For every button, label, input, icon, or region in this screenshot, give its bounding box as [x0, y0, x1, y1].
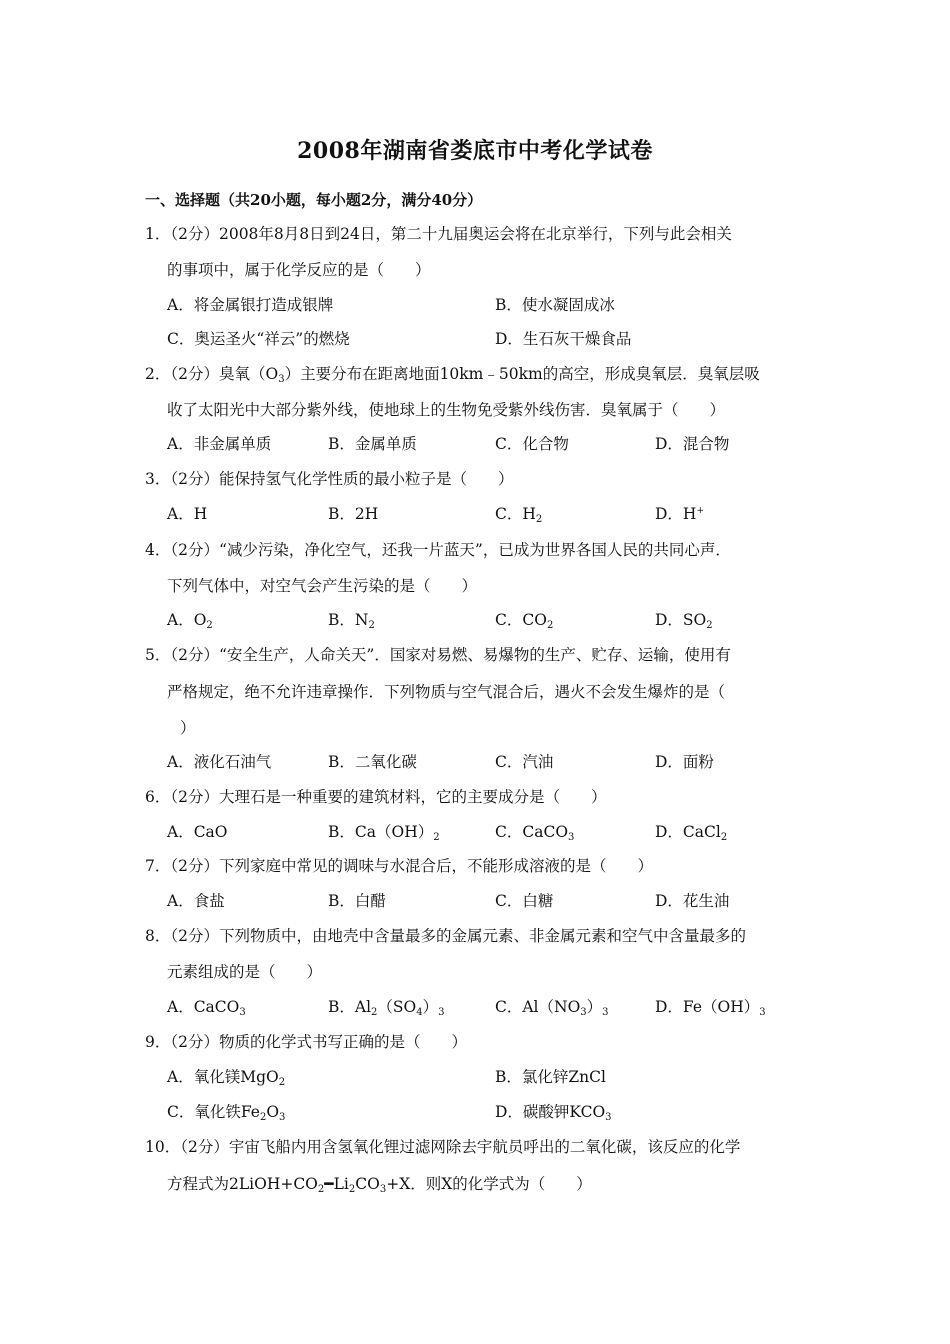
- question-5-option-a: A．液化石油气: [167, 753, 272, 771]
- question-8-option-b: B．$Al_2(SO_4)_3$: [328, 998, 445, 1018]
- question-6-option-b: B．$Ca(OH)_2$: [328, 823, 440, 843]
- section-heading: 一、选择题（共20小题，每小题2分，满分40分）: [145, 191, 483, 209]
- question-7-option-a: A．食盐: [167, 892, 225, 910]
- question-5-text-cont: 严格规定，绝不允许违章操作．下列物质与空气混合后，遇火不会发生爆炸的是（: [167, 683, 726, 701]
- question-9-option-d: D．碳酸钾$KCO_3$: [495, 1103, 612, 1123]
- question-9-option-b: B．氯化锌ZnCl: [495, 1068, 606, 1086]
- question-1-text: 1．（2分）2008年8月8日到24日，第二十九届奥运会将在北京举行，下列与此会相关: [145, 225, 732, 243]
- question-3-option-d: D．H+: [655, 505, 704, 523]
- question-7-option-b: B．白醋: [328, 892, 386, 910]
- question-4-text: 4．（2分）“减少污染，净化空气，还我一片蓝天”，已成为世界各国人民的共同心声．: [145, 541, 731, 559]
- question-6-option-d: D．CaCl$_2$: [655, 823, 728, 843]
- question-8-option-d: D．$Fe(OH)_3$: [655, 998, 766, 1018]
- question-3-option-a: A．H: [167, 505, 208, 523]
- question-7-option-d: D．花生油: [655, 892, 730, 910]
- question-3-text: 3．（2分）能保持氢气化学性质的最小粒子是（ ）: [145, 470, 514, 488]
- question-3-option-c: C．$H_2$: [495, 505, 543, 525]
- question-4-text-cont: 下列气体中，对空气会产生污染的是（ ）: [167, 577, 478, 595]
- question-2-option-b: B．金属单质: [328, 435, 417, 453]
- question-2-text-cont: 收了太阳光中大部分紫外线，使地球上的生物免受紫外线伤害．臭氧属于（ ）: [167, 401, 726, 419]
- question-1-text-cont: 的事项中，属于化学反应的是（ ）: [167, 261, 431, 279]
- question-8-text-cont: 元素组成的是（ ）: [167, 963, 323, 981]
- question-1-option-a: A．将金属银打造成银牌: [167, 296, 334, 314]
- question-9-option-c: C．氧化铁$Fe_2O_3$: [167, 1103, 286, 1123]
- question-4-option-d: D．$SO_2$: [655, 611, 713, 631]
- question-5-option-b: B．二氧化碳: [328, 753, 417, 771]
- question-9-option-a: A．氧化镁MgO$_2$: [167, 1068, 286, 1088]
- question-6-option-c: C．CaCO$_3$: [495, 823, 575, 843]
- question-8-text: 8．（2分）下列物质中，由地壳中含量最多的金属元素、非金属元素和空气中含量最多的: [145, 927, 746, 945]
- question-10-text-cont: 方程式为$2LiOH+CO_2━Li_2CO_3+X$．则X的化学式为（ ）: [167, 1175, 592, 1195]
- question-7-text: 7．（2分）下列家庭中常见的调味与水混合后，不能形成溶液的是（ ）: [145, 857, 653, 875]
- question-4-option-b: B．$N_2$: [328, 611, 375, 631]
- question-7-option-c: C．白糖: [495, 892, 554, 910]
- question-2-option-a: A．非金属单质: [167, 435, 272, 453]
- question-2-option-c: C．化合物: [495, 435, 569, 453]
- question-8-option-c: C．$Al(NO_3)_3$: [495, 998, 609, 1018]
- question-1-option-b: B．使水凝固成冰: [495, 296, 615, 314]
- question-1-option-d: D．生石灰干燥食品: [495, 330, 632, 348]
- question-4-option-c: C．$CO_2$: [495, 611, 554, 631]
- question-8-option-a: A．CaCO$_3$: [167, 998, 246, 1018]
- question-6-text: 6．（2分）大理石是一种重要的建筑材料，它的主要成分是（ ）: [145, 788, 607, 806]
- page-title: 2008年湖南省娄底市中考化学试卷: [297, 138, 653, 164]
- question-10-text: 10．（2分）宇宙飞船内用含氢氧化锂过滤网除去宇航员呼出的二氧化碳，该反应的化学: [145, 1138, 741, 1156]
- question-5-text: 5．（2分）“安全生产，人命关天”．国家对易燃、易爆物的生产、贮存、运输，使用有: [145, 646, 731, 664]
- question-2-option-d: D．混合物: [655, 435, 730, 453]
- question-9-text: 9．（2分）物质的化学式书写正确的是（ ）: [145, 1033, 467, 1051]
- question-4-option-a: A．$O_2$: [167, 611, 213, 631]
- question-2-text: 2．（2分）臭氧$(O_3)$主要分布在距离地面10km﹣50km的高空，形成臭氧层．臭氧层吸: [145, 365, 760, 385]
- question-6-option-a: A．CaO: [167, 823, 228, 841]
- question-5-text-end: ）: [180, 719, 196, 737]
- question-3-option-b: B．2H: [328, 505, 379, 523]
- question-1-option-c: C．奥运圣火“祥云”的燃烧: [167, 330, 350, 348]
- question-5-option-c: C．汽油: [495, 753, 554, 771]
- question-5-option-d: D．面粉: [655, 753, 714, 771]
